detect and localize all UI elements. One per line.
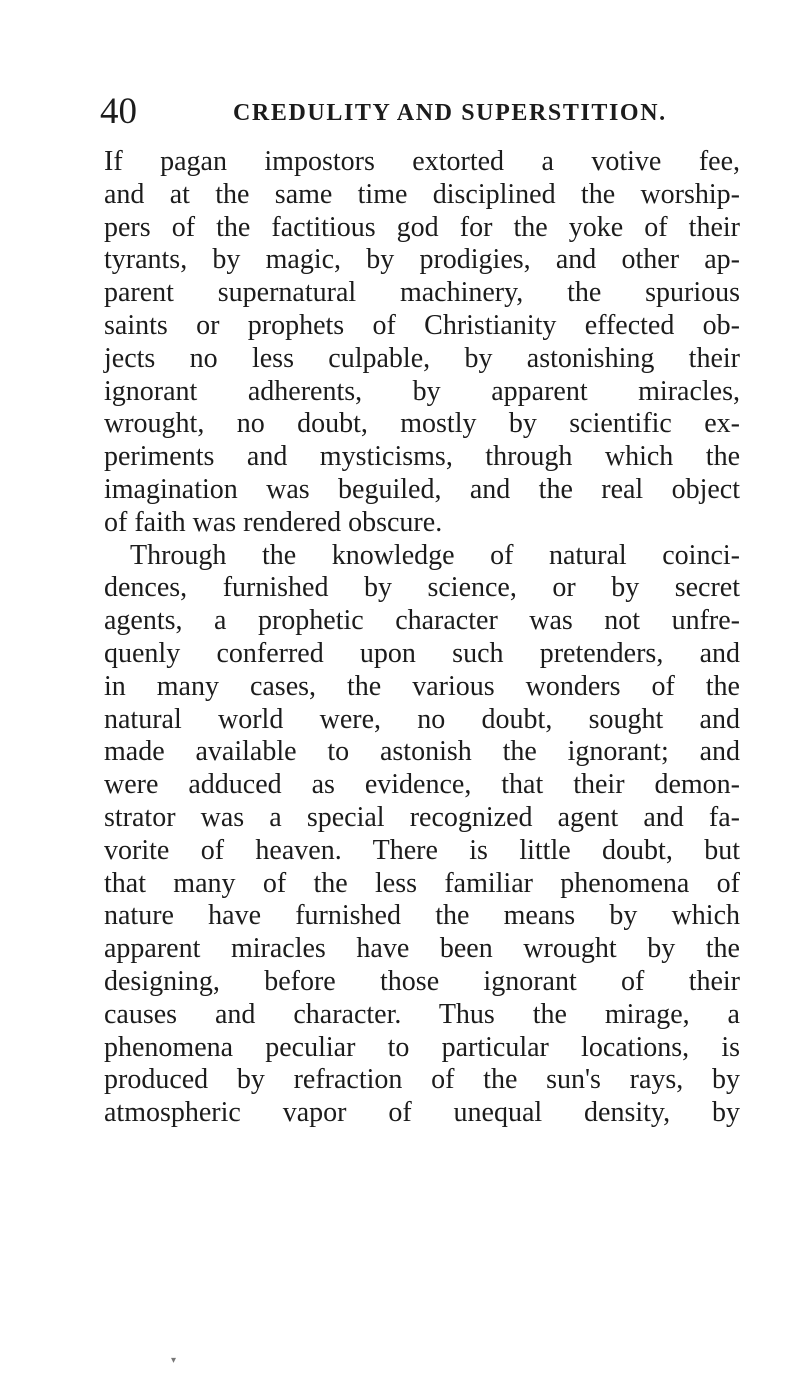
body-text (104, 146, 740, 1130)
running-head (100, 92, 740, 132)
text-line: atmospheric vapor of unequal density, by (104, 1097, 740, 1129)
text-line: were adduced as evidence, that their demon- (104, 769, 740, 801)
text-line: produced by refraction of the sun's rays, by (104, 1064, 740, 1096)
page-number: 40 (100, 91, 137, 132)
text-line: wrought, no doubt, mostly by scientific ex- (104, 408, 740, 440)
text-line: designing, before those ignorant of their (104, 965, 740, 997)
running-title: CREDULITY AND SUPERSTITION. (233, 100, 667, 126)
text-line: pers of the factitious god for the yoke of their (104, 211, 740, 243)
text-line: natural world were, no doubt, sought and (104, 703, 740, 735)
text-line: of faith was rendered obscure. (104, 506, 443, 538)
text-line: saints or prophets of Christianity effected ob- (104, 309, 740, 341)
text-line: phenomena peculiar to particular locations, is (104, 1031, 740, 1063)
text-line: causes and character. Thus the mirage, a (104, 998, 740, 1030)
text-line: parent supernatural machinery, the spurious (104, 277, 740, 309)
text-line: Through the knowledge of natural coinci- (130, 539, 740, 571)
text-line: quenly conferred upon such pretenders, and (104, 637, 740, 669)
text-line: and at the same time disciplined the worship- (104, 178, 740, 210)
text-line: ignorant adherents, by apparent miracles, (104, 375, 740, 407)
text-line: apparent miracles have been wrought by the (104, 933, 740, 965)
text-line: vorite of heaven. There is little doubt, but (104, 834, 740, 866)
scan-mark: ▾ (171, 1355, 177, 1366)
text-line: that many of the less familiar phenomena of (104, 867, 740, 899)
text-line: periments and mysticisms, through which the (104, 441, 740, 473)
text-line: nature have furnished the means by which (104, 900, 740, 932)
text-line: made available to astonish the ignorant; and (104, 736, 740, 768)
text-line: dences, furnished by science, or by secret (104, 572, 740, 604)
text-line: agents, a prophetic character was not unfre- (104, 605, 740, 637)
text-line: tyrants, by magic, by prodigies, and other ap- (104, 244, 740, 276)
text-line: jects no less culpable, by astonishing their (104, 342, 740, 374)
text-line: in many cases, the various wonders of the (104, 670, 740, 702)
text-line: strator was a special recognized agent and fa- (104, 801, 740, 833)
text-line: If pagan impostors extorted a votive fee, (104, 146, 740, 177)
text-line: imagination was beguiled, and the real object (104, 473, 740, 505)
